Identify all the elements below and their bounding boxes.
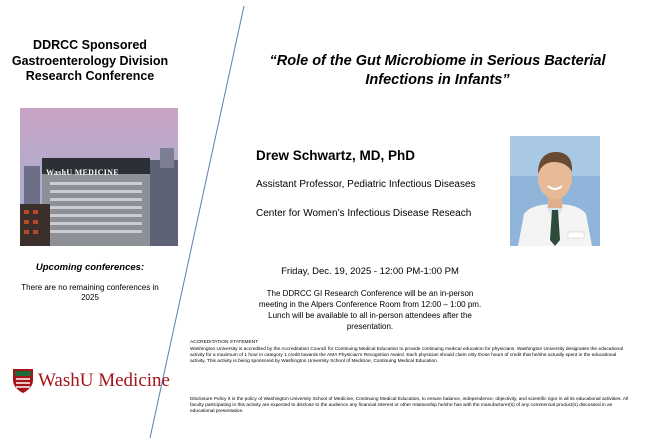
accreditation-heading: ACCREDITATION STATEMENT	[190, 340, 259, 345]
washu-medicine-logo	[8, 362, 170, 400]
speaker-name: Drew Schwartz, MD, PhD	[256, 148, 416, 163]
speaker-headshot	[510, 136, 600, 246]
disclosure-policy: Disclosure Policy It is the policy of Washington University School of Medicine, Continuing Medical Education, to ensure balance, independence, objectivity, and scientific rigor in all its educational activities. All faculty participating in this activity are expected to disclose to the audience any financial interest or other relationship he/she has with the manufacturer(s) of any commercial product(s) discussed in an educational presentation.	[190, 397, 629, 415]
event-description: The DDRCC GI Research Conference will be an in-person meeting in the Alpers Conference Room from 12:00 – 1:00 pm. Lunch will be available to all in-person attendees after the presentation.	[258, 289, 482, 331]
building-sign: WashU MEDICINE	[46, 168, 119, 177]
event-date-time: Friday, Dec. 19, 2025 - 12:00 PM-1:00 PM	[281, 266, 459, 277]
shield-icon	[12, 368, 34, 394]
conference-series-title	[8, 38, 172, 85]
logo-text: WashU Medicine	[38, 370, 170, 391]
title-line: Research Conference	[25, 69, 155, 83]
speaker-role: Assistant Professor, Pediatric Infectious Diseases	[256, 179, 476, 190]
title-line: DDRCC Sponsored	[33, 38, 147, 52]
title-line: Gastroenterology Division	[11, 53, 169, 68]
talk-title: “Role of the Gut Microbiome in Serious Bacterial Infections in Infants”	[269, 53, 606, 88]
upcoming-conferences-text: There are no remaining conferences in 2025	[21, 283, 159, 302]
upcoming-conferences-heading: Upcoming conferences:	[35, 262, 145, 273]
speaker-department: Center for Women’s Infectious Disease Reseach	[256, 208, 472, 219]
building-photo	[20, 108, 178, 246]
accreditation-statement: Washington University is accredited by the Accreditation Council for Continuing Medical Education to provide continuing medical education for physicians. Washington University designates the educational activity for a maximum of 1 hour in category 1 credit towards the AMA Physician’s Recognition Award. Each physician should claim only those hours of credit that he/she actually spent in the educational activity. This activity is being sponsored by Washington University School of Medicine, Continuing Medical Education.	[190, 347, 623, 365]
